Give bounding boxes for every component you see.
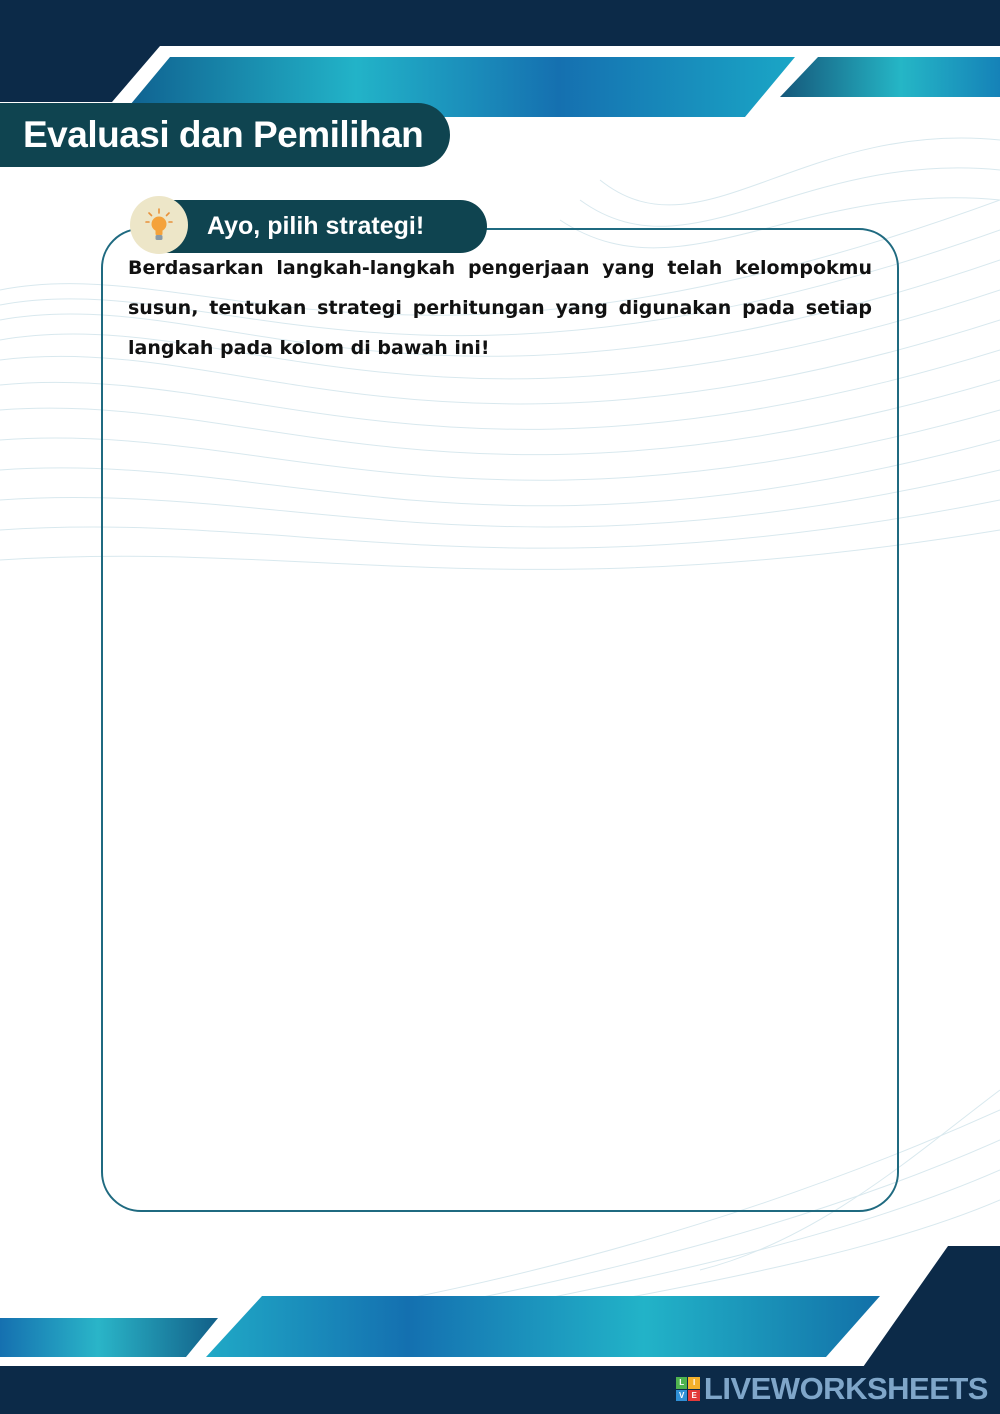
instruction-text: Berdasarkan langkah-langkah pengerjaan yang telah kelompokmu susun, tentukan strategi perhitungan yang digunakan pada setiap langkah pada kolom di bawah ini! xyxy=(128,257,872,359)
bottom-left-stripe xyxy=(0,1318,218,1357)
brand-text: LIVEWORKSHEETS xyxy=(703,1371,988,1406)
brand-logo-letter: V xyxy=(676,1390,688,1402)
brand-logo-icon xyxy=(676,1377,700,1401)
answer-box[interactable] xyxy=(101,228,899,1212)
brand-logo-letter: I xyxy=(688,1377,700,1389)
activity-tag-label: Ayo, pilih strategi! xyxy=(207,212,425,240)
lightbulb-badge xyxy=(130,196,188,254)
lightbulb-icon xyxy=(130,196,188,254)
brand-logo-letter: E xyxy=(688,1390,700,1402)
bottom-gradient-stripe xyxy=(206,1296,880,1357)
brand-logo-letter: L xyxy=(676,1377,688,1389)
section-title: Evaluasi dan Pemilihan xyxy=(0,103,450,167)
top-right-stripe xyxy=(780,57,1000,97)
liveworksheets-brand[interactable] xyxy=(676,1372,988,1406)
